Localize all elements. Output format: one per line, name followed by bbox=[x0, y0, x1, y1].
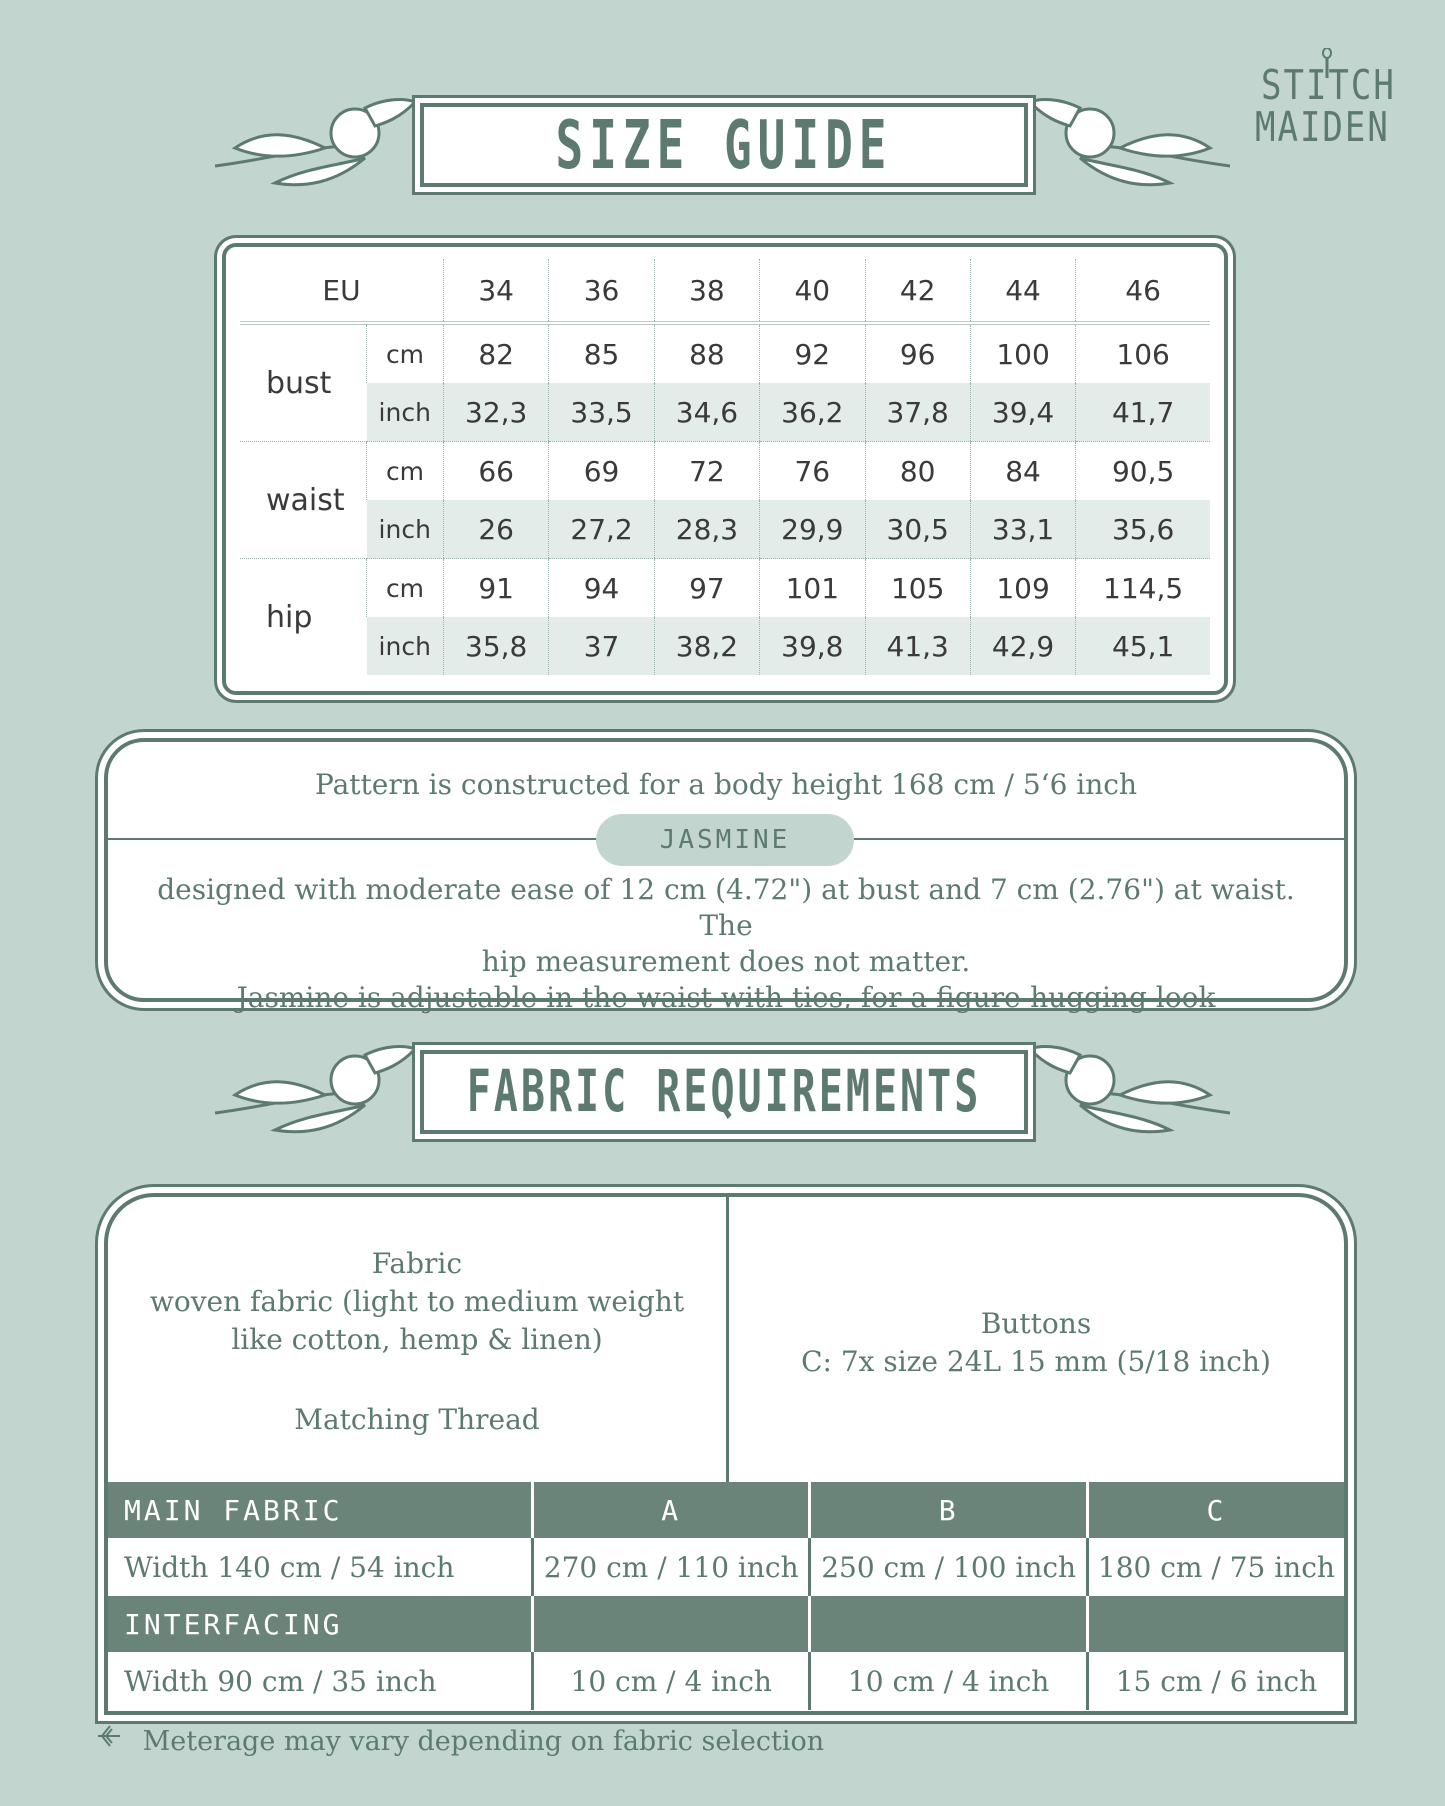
main-fabric-header-row bbox=[108, 1482, 1344, 1538]
unit-inch: inch bbox=[367, 383, 444, 442]
floral-ornament-right-icon bbox=[1030, 88, 1230, 198]
cell: 28,3 bbox=[654, 500, 759, 559]
size-40: 40 bbox=[760, 259, 865, 323]
desc-line3: Jasmine is adjustable in the waist with ties, for a figure-hugging look bbox=[236, 981, 1216, 1014]
cell: 114,5 bbox=[1076, 559, 1210, 618]
waist-inch-row bbox=[240, 500, 1210, 559]
interfacing-row bbox=[108, 1652, 1344, 1710]
cell: 90,5 bbox=[1076, 442, 1210, 501]
cell: 39,8 bbox=[760, 617, 865, 675]
cell: 29,9 bbox=[760, 500, 865, 559]
cell: 82 bbox=[444, 323, 549, 383]
fabric-requirements-banner bbox=[420, 1050, 1028, 1134]
cell: 35,8 bbox=[444, 617, 549, 675]
unit-inch: inch bbox=[367, 617, 444, 675]
stitch-maiden-logo bbox=[1255, 48, 1405, 158]
main-fabric-width: Width 140 cm / 54 inch bbox=[124, 1550, 455, 1584]
size-header-row bbox=[240, 259, 1210, 323]
cell: 91 bbox=[444, 559, 549, 618]
cell: 37,8 bbox=[865, 383, 970, 442]
main-c: 180 cm / 75 inch bbox=[1087, 1538, 1344, 1596]
empty-cell bbox=[810, 1596, 1087, 1652]
size-38: 38 bbox=[654, 259, 759, 323]
size-guide-banner bbox=[420, 103, 1028, 187]
cell: 100 bbox=[970, 323, 1075, 383]
floral-ornament-left-icon bbox=[215, 88, 415, 198]
size-34: 34 bbox=[444, 259, 549, 323]
main-a: 270 cm / 110 inch bbox=[533, 1538, 810, 1596]
interfacing-width: Width 90 cm / 35 inch bbox=[124, 1664, 437, 1698]
size-36: 36 bbox=[549, 259, 654, 323]
cell: 96 bbox=[865, 323, 970, 383]
fabric-requirements-title: FABRIC REQUIREMENTS bbox=[466, 1058, 982, 1126]
unit-inch: inch bbox=[367, 500, 444, 559]
waist-label: waist bbox=[240, 442, 367, 559]
int-a: 10 cm / 4 inch bbox=[533, 1652, 810, 1710]
cell: 66 bbox=[444, 442, 549, 501]
floral-ornament-left-icon bbox=[215, 1035, 415, 1145]
buttons-heading: Buttons bbox=[980, 1307, 1092, 1340]
bust-label: bust bbox=[240, 323, 367, 442]
cell: 38,2 bbox=[654, 617, 759, 675]
col-c: C bbox=[1087, 1482, 1344, 1538]
hip-cm-row bbox=[240, 559, 1210, 618]
fabric-heading: Fabric bbox=[371, 1247, 463, 1280]
pattern-info-box bbox=[104, 738, 1348, 1014]
cell: 76 bbox=[760, 442, 865, 501]
desc-line2: hip measurement does not matter. bbox=[481, 945, 971, 978]
cell: 42,9 bbox=[970, 617, 1075, 675]
cell: 94 bbox=[549, 559, 654, 618]
interfacing-label: INTERFACING bbox=[108, 1596, 533, 1652]
fabric-description bbox=[108, 1197, 726, 1482]
logo-line1: STITCH bbox=[1261, 62, 1396, 110]
body-height-note: Pattern is constructed for a body height 168 cm / 5‘6 inch bbox=[315, 768, 1137, 801]
cell: 41,3 bbox=[865, 617, 970, 675]
size-46: 46 bbox=[1076, 259, 1210, 323]
needle-arrow-icon bbox=[96, 1722, 122, 1750]
ease-description bbox=[138, 872, 1314, 1016]
cell: 26 bbox=[444, 500, 549, 559]
cell: 36,2 bbox=[760, 383, 865, 442]
cell: 80 bbox=[865, 442, 970, 501]
size-guide-title: SIZE GUIDE bbox=[555, 105, 893, 185]
cell: 105 bbox=[865, 559, 970, 618]
logo-line2: MAIDEN bbox=[1255, 104, 1390, 152]
waist-cm-row bbox=[240, 442, 1210, 501]
size-44: 44 bbox=[970, 259, 1075, 323]
interfacing-header-row bbox=[108, 1596, 1344, 1652]
cell: 27,2 bbox=[549, 500, 654, 559]
fabric-requirements-frame bbox=[104, 1193, 1348, 1715]
fabric-table bbox=[108, 1482, 1344, 1710]
cell: 88 bbox=[654, 323, 759, 383]
unit-cm: cm bbox=[367, 559, 444, 618]
cell: 41,7 bbox=[1076, 383, 1210, 442]
fabric-line2: like cotton, hemp & linen) bbox=[231, 1323, 603, 1356]
matching-thread: Matching Thread bbox=[294, 1403, 540, 1436]
cell: 84 bbox=[970, 442, 1075, 501]
fabric-line1: woven fabric (light to medium weight bbox=[149, 1285, 685, 1318]
bust-inch-row bbox=[240, 383, 1210, 442]
cell: 30,5 bbox=[865, 500, 970, 559]
main-fabric-label: MAIN FABRIC bbox=[108, 1482, 533, 1538]
cell: 97 bbox=[654, 559, 759, 618]
bust-cm-row bbox=[240, 323, 1210, 383]
cell: 35,6 bbox=[1076, 500, 1210, 559]
size-table bbox=[240, 259, 1210, 675]
main-b: 250 cm / 100 inch bbox=[810, 1538, 1087, 1596]
eu-label: EU bbox=[240, 259, 444, 323]
cell: 69 bbox=[549, 442, 654, 501]
cell: 72 bbox=[654, 442, 759, 501]
cell: 33,5 bbox=[549, 383, 654, 442]
hip-inch-row bbox=[240, 617, 1210, 675]
cell: 106 bbox=[1076, 323, 1210, 383]
desc-line1: designed with moderate ease of 12 cm (4.72") at bust and 7 cm (2.76") at waist. The bbox=[157, 873, 1295, 942]
buttons-description bbox=[728, 1197, 1344, 1482]
unit-cm: cm bbox=[367, 442, 444, 501]
int-c: 15 cm / 6 inch bbox=[1087, 1652, 1344, 1710]
size-42: 42 bbox=[865, 259, 970, 323]
cell: 85 bbox=[549, 323, 654, 383]
cell: 33,1 bbox=[970, 500, 1075, 559]
cell: 45,1 bbox=[1076, 617, 1210, 675]
main-fabric-row bbox=[108, 1538, 1344, 1596]
col-a: A bbox=[533, 1482, 810, 1538]
floral-ornament-right-icon bbox=[1030, 1035, 1230, 1145]
meterage-note-text: Meterage may vary depending on fabric selection bbox=[142, 1726, 825, 1757]
pattern-name-badge: JASMINE bbox=[596, 814, 854, 866]
buttons-line1: C: 7x size 24L 15 mm (5/18 inch) bbox=[801, 1345, 1271, 1378]
cell: 37 bbox=[549, 617, 654, 675]
unit-cm: cm bbox=[367, 323, 444, 383]
cell: 92 bbox=[760, 323, 865, 383]
cell: 101 bbox=[760, 559, 865, 618]
hip-label: hip bbox=[266, 599, 313, 635]
empty-cell bbox=[533, 1596, 810, 1652]
cell: 109 bbox=[970, 559, 1075, 618]
cell: 32,3 bbox=[444, 383, 549, 442]
cell: 39,4 bbox=[970, 383, 1075, 442]
cell: 34,6 bbox=[654, 383, 759, 442]
meterage-note bbox=[96, 1722, 824, 1757]
int-b: 10 cm / 4 inch bbox=[810, 1652, 1087, 1710]
size-table-frame bbox=[222, 243, 1228, 695]
col-b: B bbox=[810, 1482, 1087, 1538]
empty-cell bbox=[1087, 1596, 1344, 1652]
